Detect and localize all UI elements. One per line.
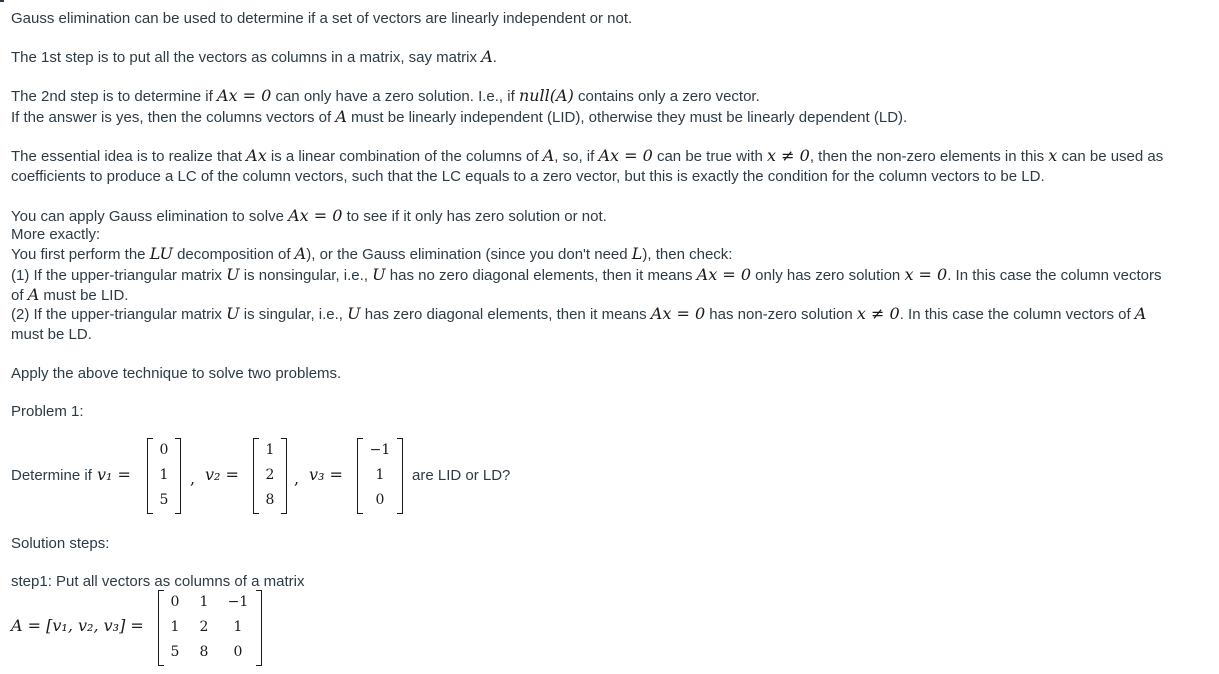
right-bracket (397, 438, 403, 514)
vector-cell: 5 (159, 492, 169, 508)
step1-solution-text: step1: Put all vectors as columns of a matrix (11, 573, 305, 590)
vector-cell: 0 (159, 442, 169, 458)
intro-text: Gauss elimination can be used to determine if a set of vectors are linearly independent or not. (11, 10, 633, 27)
vector-cell: 1 (265, 442, 275, 458)
right-bracket (175, 438, 181, 514)
case1-line2: of A must be LID. (11, 285, 129, 304)
step2-continuation: If the answer is yes, then the columns vectors of A must be linearly independent (LID), otherwise they must be linearly dependent (LD). (11, 107, 908, 126)
vector-cell: 1 (159, 467, 169, 483)
top-divider (0, 0, 4, 2)
matrix-a (158, 590, 262, 666)
v3-label: v₃ = (309, 465, 343, 484)
essential-idea-line2: coefficients to produce a LC of the column vectors, such that the LC equals to a zero vector, but this is exactly the condition for the column vectors to be LD. (11, 168, 1045, 185)
vector-cell: −1 (369, 442, 391, 458)
solution-steps-heading: Solution steps: (11, 535, 110, 552)
left-bracket (253, 438, 259, 514)
matrix-cell: 0 (233, 644, 243, 660)
problem1-heading: Problem 1: (11, 403, 84, 420)
vector-cell: 1 (375, 467, 385, 483)
v2-label: v₂ = (205, 465, 239, 484)
left-bracket (158, 590, 164, 666)
matrix-cell: 1 (170, 619, 180, 635)
comma: , (190, 469, 196, 488)
more-exactly-text: More exactly: (11, 226, 101, 243)
matrix-cell: −1 (227, 594, 249, 610)
determine-label: Determine if (11, 467, 92, 484)
vector-v2 (253, 438, 287, 514)
right-bracket (256, 590, 262, 666)
apply-above-text: Apply the above technique to solve two problems. (11, 365, 342, 382)
comma: , (294, 469, 300, 488)
matrix-cell: 1 (233, 619, 243, 635)
step1-text: The 1st step is to put all the vectors as columns in a matrix, say matrix A. (11, 47, 497, 66)
case2-line2: must be LD. (11, 326, 92, 343)
essential-idea-line1: The essential idea is to realize that Ax is a linear combination of the columns of A, so, if Ax = 0 can be true with x ≠ 0, then the non-zero elements in this x can be used as (11, 146, 1164, 165)
vector-cell: 0 (375, 492, 385, 508)
vector-v3 (357, 438, 403, 514)
case2-line1: (2) If the upper-triangular matrix U is singular, i.e., U has zero diagonal elements, then it means Ax = 0 has non-zero solution x ≠ 0. In this case the column vectors of A (11, 304, 1147, 323)
right-bracket (281, 438, 287, 514)
left-bracket (147, 438, 153, 514)
matrix-a-lhs: A = [v₁, v₂, v₃] = (11, 616, 144, 635)
matrix-cell: 0 (170, 594, 180, 610)
vector-v1 (147, 438, 181, 514)
case1-line1: (1) If the upper-triangular matrix U is nonsingular, i.e., U has no zero diagonal elements, then it means Ax = 0 only has zero solution x = 0. In this case the column vectors (11, 265, 1162, 284)
step2-text: The 2nd step is to determine if Ax = 0 can only have a zero solution. I.e., if null(A) contains only a zero vector. (11, 86, 760, 105)
left-bracket (357, 438, 363, 514)
lid-or-ld-question: are LID or LD? (412, 467, 511, 484)
lu-decomposition-text: You first perform the LU decomposition of A), or the Gauss elimination (since you don't need L), then check: (11, 244, 733, 263)
vector-cell: 8 (265, 492, 275, 508)
matrix-cell: 1 (199, 594, 209, 610)
v1-label: v₁ = (97, 465, 131, 484)
apply-gauss-text: You can apply Gauss elimination to solve Ax = 0 to see if it only has zero solution or not. (11, 206, 607, 225)
matrix-cell: 8 (199, 644, 209, 660)
matrix-cell: 2 (199, 619, 209, 635)
vector-cell: 2 (265, 467, 275, 483)
matrix-cell: 5 (170, 644, 180, 660)
